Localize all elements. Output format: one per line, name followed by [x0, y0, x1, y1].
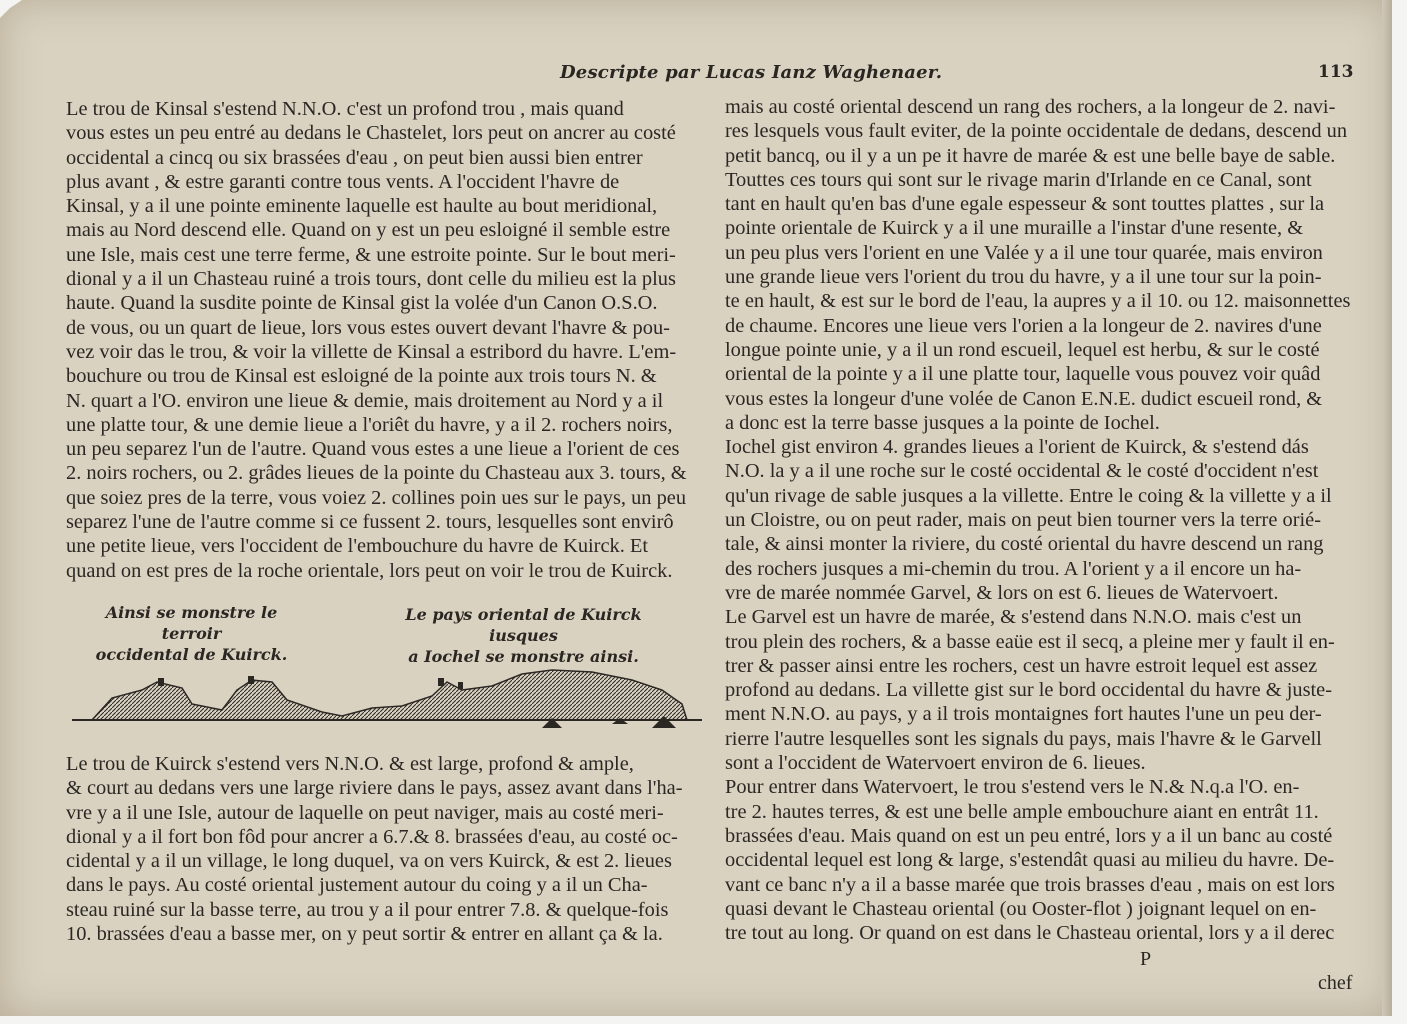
- text-line: trou plein des rochers, & a basse eaüe est il secq, a pleine mer y fault il en-: [725, 630, 1335, 653]
- text-line: ment N.N.O. au pays, y a il trois montaignes fort hautes l'une un peu der-: [725, 703, 1322, 726]
- running-title: Descripte par Lucas Ianz Waghenaer.: [560, 62, 943, 83]
- text-line: N.O. la y a il une roche sur le costé occidental & le costé d'occident n'est: [725, 460, 1319, 483]
- text-line: N. quart a l'O. environ une lieue & demie, mais droitement au Nord y a il: [66, 389, 664, 412]
- text-line: de vous, ou un quart de lieue, lors vous estes ouvert devant l'havre & pou-: [66, 316, 670, 339]
- text-line: 10. brassées d'eau a basse mer, on y peut sortir & entrer en allant ça & la.: [66, 923, 663, 946]
- text-line: Iochel gist environ 4. grandes lieues a l'orient de Kuirck, & s'estend dás: [725, 436, 1309, 459]
- caption-line: Le pays oriental de Kuirck iusques: [405, 605, 642, 645]
- text-line: un peu plus vers l'orient en une Valée y a il une tour quarée, mais environ: [725, 241, 1323, 264]
- coastal-profile-woodcut: [72, 660, 702, 732]
- text-line: plus avant , & estre garanti contre tous vents. A l'occident l'havre de: [66, 170, 620, 193]
- text-line: res lesquels vous fault eviter, de la pointe occidentale de dedans, descend un: [725, 120, 1348, 143]
- text-line: tant en hault qu'en bas d'une egale espesseur & sont touttes plattes , sur la: [725, 193, 1325, 216]
- text-line: vre y a il une Isle, autour de laquelle on peut naviger, mais au costé meri-: [66, 801, 664, 824]
- text-line: Le trou de Kuirck s'estend vers N.N.O. & est large, profond & ample,: [66, 753, 634, 775]
- text-line: une Isle, mais cest une terre ferme, & une estroite pointe. Sur le bout meri-: [66, 243, 676, 266]
- text-line: un peu separez l'un de l'autre. Quand vous estes a une lieue a l'orient de ces: [66, 438, 680, 461]
- catchword: chef: [1318, 972, 1353, 994]
- caption-line: Ainsi se monstre le terroir: [105, 603, 278, 643]
- text-line: rierre l'autre lesquelles sont les signals du pays, mais l'havre & le Garvell: [725, 727, 1322, 750]
- page-number: 113: [1318, 62, 1354, 82]
- text-line: haute. Quand la susdite pointe de Kinsal gist la volée d'un Canon O.S.O.: [66, 292, 658, 315]
- text-line: 2. noirs rochers, ou 2. grâdes lieues de la pointe du Chasteau aux 3. tours, &: [66, 462, 687, 485]
- text-line: tre tout au long. Or quand on est dans le Chasteau oriental, lors y a il derec: [725, 922, 1335, 945]
- text-line: a donc est la terre basse jusques a la pointe de Iochel.: [725, 411, 1160, 434]
- caption-western-land: [84, 602, 299, 665]
- text-line: tre 2. hautes terres, & est une belle ample embouchure aiant en entrât 11.: [725, 800, 1319, 823]
- text-line: quasi devant le Chasteau oriental (ou Ooster-flot ) joignant lequel on en-: [725, 897, 1317, 920]
- text-line: mais au Nord descend elle. Quand on y est un peu esloigné il semble estre: [66, 219, 671, 242]
- scan-margin-right: [1392, 0, 1407, 1024]
- torn-corner: [0, 0, 40, 40]
- text-line: une grande lieue vers l'orient du trou du havre, y a il une tour sur la poin-: [725, 266, 1322, 289]
- text-line: vre de marée nommée Garvel, & lors on est 6. lieues de Watervoert.: [725, 581, 1279, 604]
- text-line: steau ruiné sur la basse terre, au trou y a il pour entrer 7.8. & quelque-fois: [66, 898, 669, 921]
- text-line: Kinsal, y a il une pointe eminente laquelle est haulte au bout meridional,: [66, 195, 658, 218]
- text-line: cidental y a il un village, le long duquel, va on vers Kuirck, & est 2. lieues: [66, 850, 672, 873]
- text-line: vez voir das le trou, & voir la villette de Kinsal a estribord du havre. L'em-: [66, 340, 677, 363]
- left-column-bottom-text: [66, 752, 706, 946]
- text-line: trer & passer ainsi entre les rochers, cest un havre estroit lequel est assez: [725, 654, 1318, 677]
- text-line: bouchure ou trou de Kinsal est esloigné de la pointe aux trois tours N. &: [66, 365, 657, 388]
- text-line: Touttes ces tours qui sont sur le rivage marin d'Irlande en ce Canal, sont: [725, 168, 1312, 191]
- text-line: des rochers jusques a mi-chemin du trou. A l'orient y a il encore un ha-: [725, 557, 1302, 580]
- caption-line: a Iochel se monstre ainsi.: [408, 647, 639, 666]
- text-line: une platte tour, & une demie lieue a l'oriêt du havre, y a il 2. rochers noirs,: [66, 413, 673, 436]
- text-line: vant ce banc n'y a il a basse marée que trois brasses d'eau , mais on est lors: [725, 873, 1335, 896]
- text-line: dional y a il fort bon fôd pour ancrer a 6.7.& 8. brassées d'eau, au costé oc-: [66, 825, 678, 848]
- text-line: vous estes la longeur d'une volée de Canon E.N.E. dudict escueil rond, &: [725, 387, 1323, 410]
- text-line: Le Garvel est un havre de marée, & s'estend dans N.N.O. mais c'est un: [725, 606, 1302, 629]
- left-column-top-text: [66, 97, 706, 583]
- text-line: petit bancq, ou il y a un pe it havre de marée & est une belle baye de sable.: [725, 144, 1336, 167]
- text-line: sont a l'occident de Watervoert environ de 6. lieues.: [725, 752, 1146, 775]
- text-line: de chaume. Encores une lieue vers l'orien a la longeur de 2. navires d'une: [725, 314, 1322, 337]
- text-line: quand on est pres de la roche orientale, lors peut on voir le trou de Kuirck.: [66, 559, 673, 582]
- text-line: une petite lieue, vers l'occident de l'embouchure du havre de Kuirck. Et: [66, 535, 649, 558]
- text-line: que soiez pres de la terre, vous voiez 2. collines poin ues sur le pays, un peu: [66, 486, 687, 509]
- caption-eastern-land: [386, 604, 661, 667]
- text-line: dional y a il un Chasteau ruiné a trois tours, dont celle du milieu est la plus: [66, 268, 676, 291]
- signature-mark: P: [1140, 948, 1152, 970]
- text-line: occidental a cincq ou six brassées d'eau , on peut bien aussi bien entrer: [66, 146, 643, 169]
- text-line: brassées d'eau. Mais quand on est un peu entré, lors y a il un banc au costé: [725, 824, 1333, 847]
- text-line: mais au costé oriental descend un rang des rochers, a la longeur de 2. navi-: [725, 96, 1336, 118]
- text-line: pointe orientale de Kuirck y a il une muraille a l'instar d'une resente, &: [725, 217, 1304, 240]
- text-line: Le trou de Kinsal s'estend N.N.O. c'est un profond trou , mais quand: [66, 98, 624, 120]
- text-line: longue pointe unie, y a il un rond escueil, lequel est herbu, & sur le costé: [725, 338, 1320, 361]
- text-line: un Cloistre, ou on peut rader, mais on peut bien tourner vers la terre orié-: [725, 509, 1321, 532]
- text-line: qu'un rivage de sable jusques a la villette. Entre le coing & la villette y a il: [725, 484, 1332, 507]
- text-line: separez l'une de l'autre comme si ce fussent 2. tours, lesquelles sont envirô: [66, 511, 674, 534]
- text-line: Pour entrer dans Watervoert, le trou s'estend vers le N.& N.q.a l'O. en-: [725, 776, 1300, 799]
- text-line: te en hault, & est sur le bord de l'eau, la aupres y a il 10. ou 12. maisonnettes: [725, 290, 1351, 313]
- text-line: oriental de la pointe y a il une platte tour, laquelle vous pouvez voir quâd: [725, 363, 1321, 386]
- right-column-text: [725, 95, 1365, 945]
- caption-line: occidental de Kuirck.: [95, 645, 288, 664]
- text-line: tale, & ainsi monter la riviere, du costé oriental du havre descend un rang: [725, 533, 1324, 556]
- text-line: dans le pays. Au costé oriental justement autour du coing y a il un Cha-: [66, 874, 648, 897]
- text-line: occidental lequel est long & large, s'estendât quasi au milieu du havre. De-: [725, 849, 1335, 872]
- text-line: profond au dedans. La villette gist sur le bord occidental du havre & juste-: [725, 679, 1333, 702]
- text-line: vous estes un peu entré au dedans le Chastelet, lors peut on ancrer au costé: [66, 122, 676, 145]
- text-line: & court au dedans vers une large riviere dans le pays, assez avant dans l'ha-: [66, 777, 683, 800]
- scan-margin-bottom: [0, 1016, 1407, 1024]
